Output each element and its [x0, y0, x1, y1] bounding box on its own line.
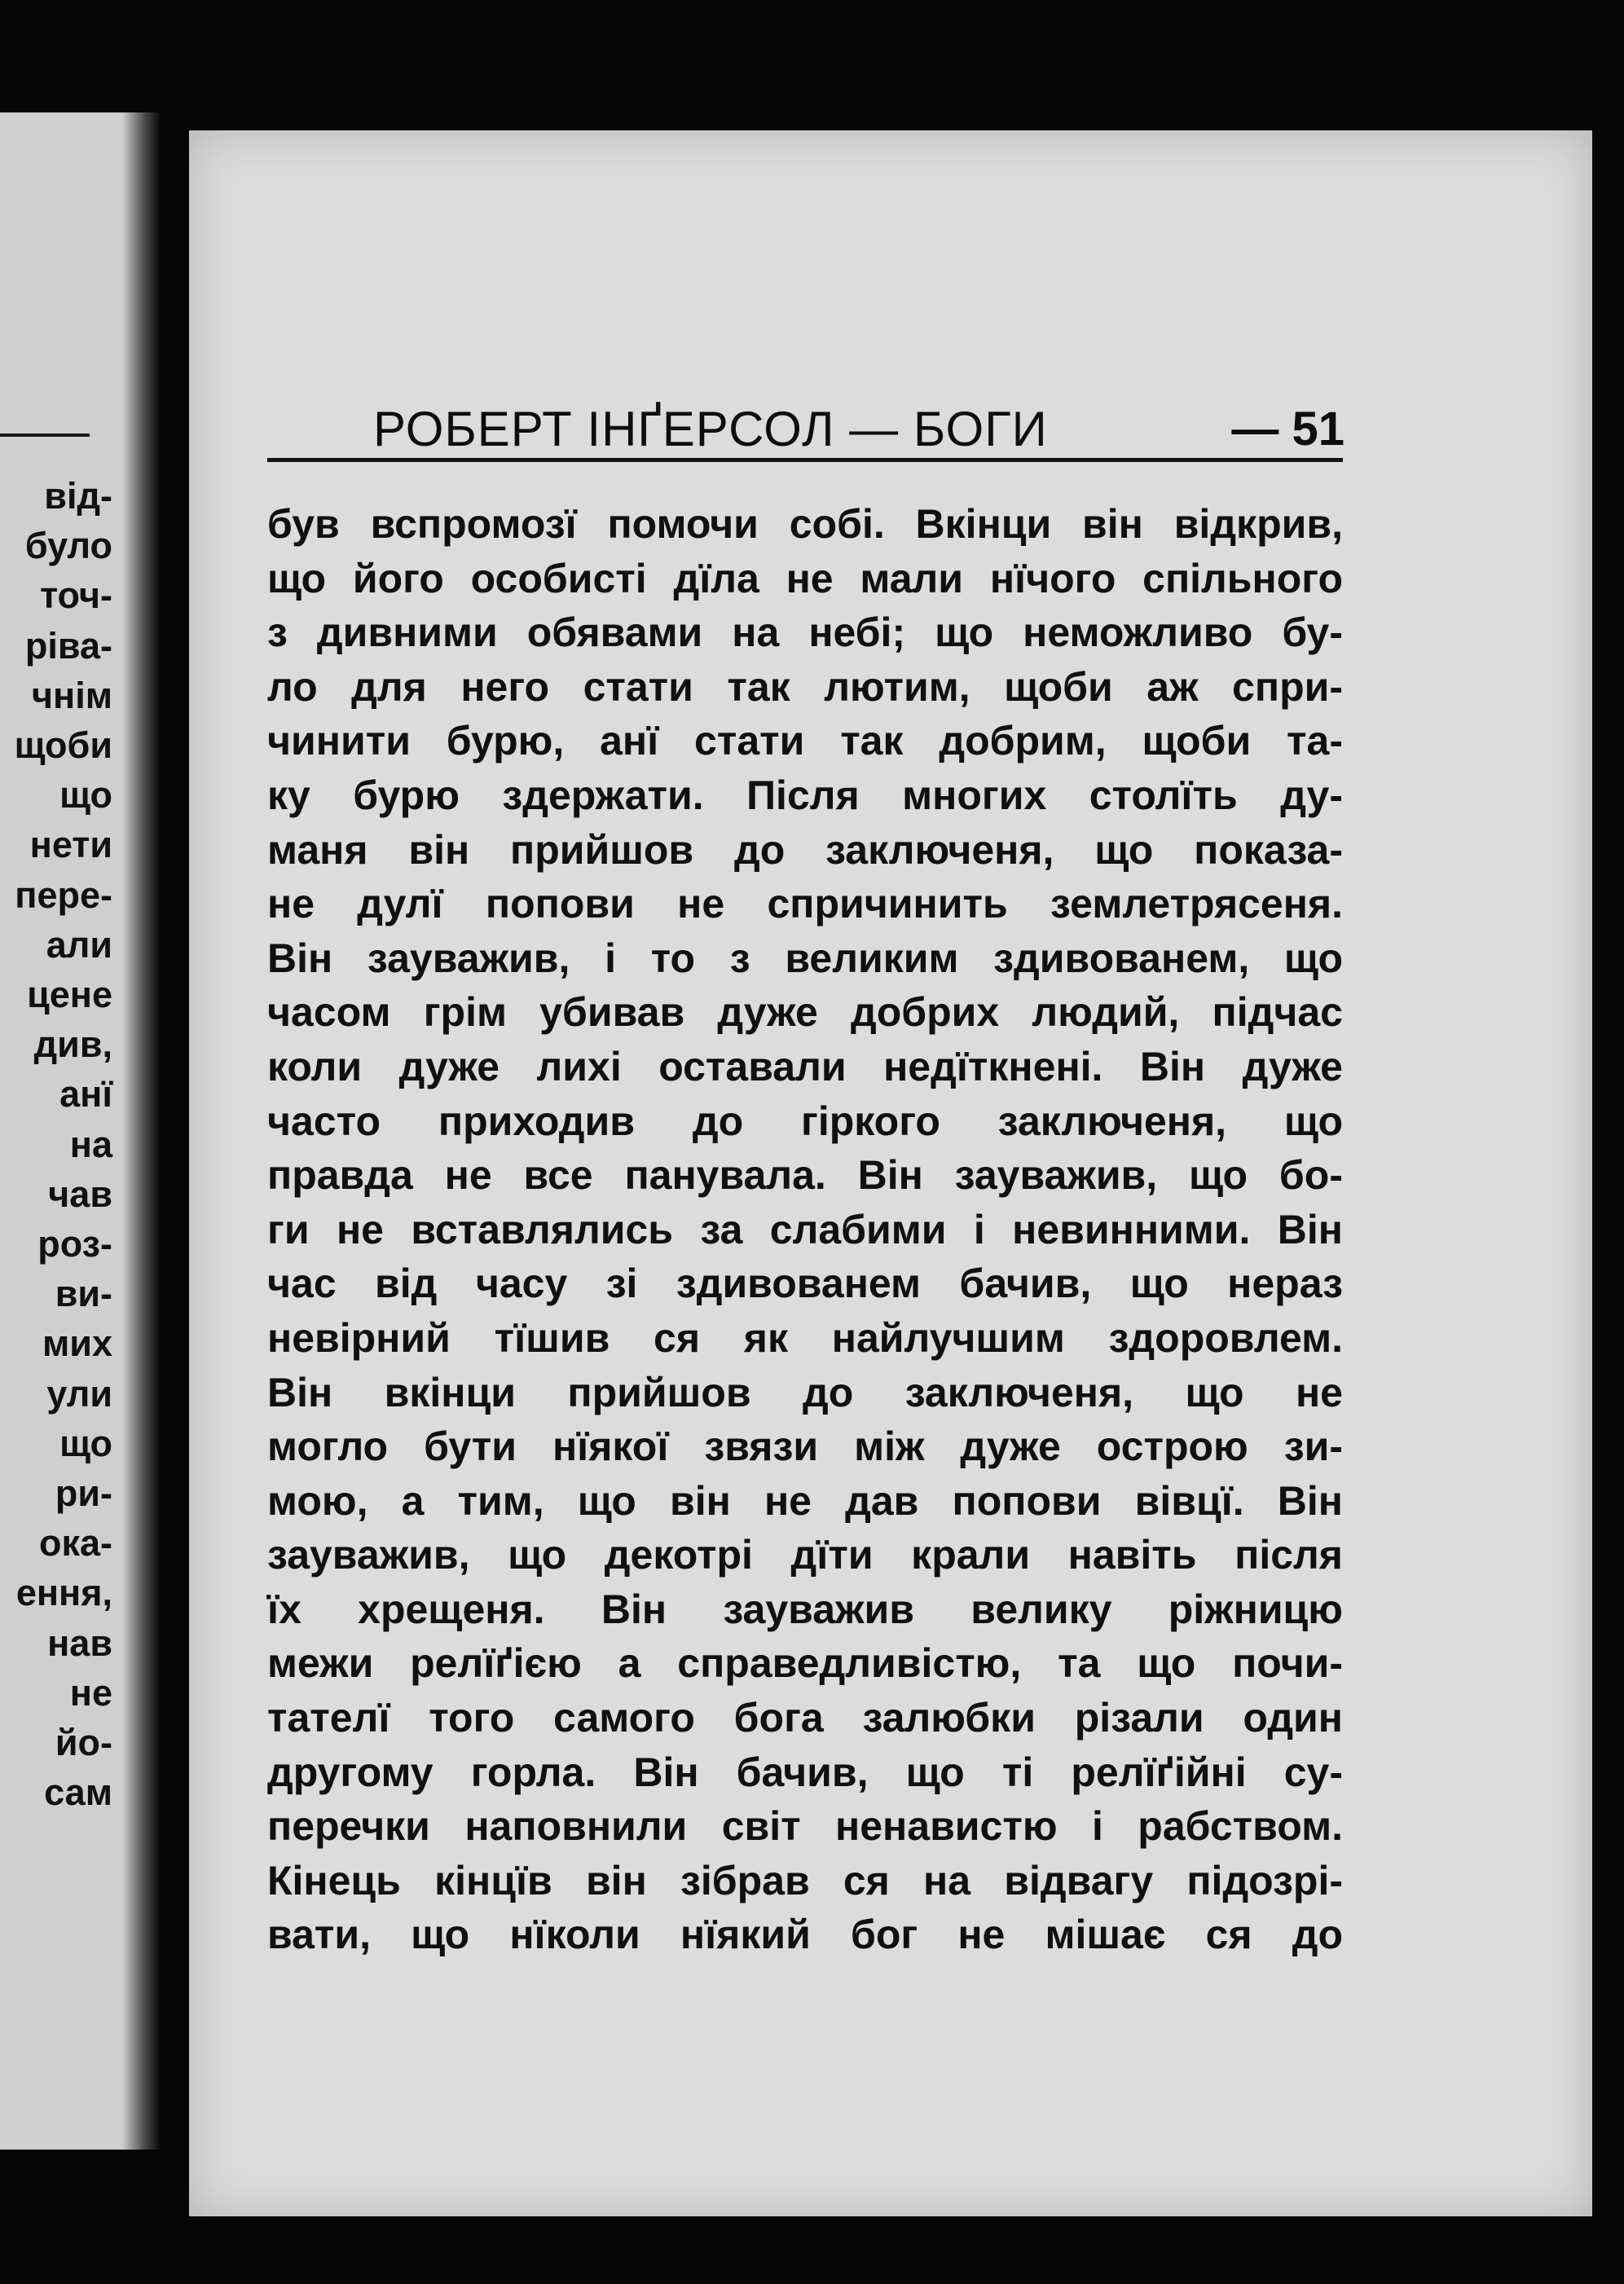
page-number: — 51 [1231, 403, 1345, 455]
text-line: чинити бурю, анї стати так добрим, щоби та- [267, 718, 1343, 764]
text-line: правда не все панувала. Він зауважив, що бо- [267, 1152, 1343, 1199]
gutter-shadow [122, 112, 160, 2150]
text-line: був вспромозї помочи собі. Вкінци він відкрив, [267, 501, 1343, 547]
facing-page-line: що [59, 774, 112, 816]
body-text [267, 497, 1343, 1962]
facing-page-line: ока- [38, 1522, 112, 1564]
text-line: часто приходив до гіркого заключеня, що [267, 1098, 1343, 1144]
facing-page-line: на [69, 1123, 112, 1165]
text-line: час від часу зі здивованем бачив, що нераз [267, 1261, 1343, 1307]
text-line: коли дуже лихі оставали недїткнені. Він дуже [267, 1043, 1343, 1089]
header-rule [267, 458, 1343, 462]
text-line: могло бути нїякої звязи між дуже острою зи- [267, 1424, 1343, 1470]
facing-page-line: щоби [14, 724, 112, 767]
facing-page-line: нети [29, 824, 112, 866]
text-line: межи релїґією а справедливістю, та що почи- [267, 1640, 1343, 1687]
text-line: Він вкінци прийшов до заключеня, що не [267, 1369, 1343, 1415]
text-line: їх хрещеня. Він зауважив велику ріжницю [267, 1586, 1343, 1632]
text-line: тателї того самого бога залюбки різали один [267, 1695, 1343, 1741]
facing-page-line: точ- [40, 574, 112, 617]
facing-page-line: було [24, 525, 112, 567]
text-line: мою, а тим, що він не дав попови вівцї. Він [267, 1477, 1343, 1524]
text-line: не дулї попови не спричинить землетрясеня. [267, 881, 1343, 927]
facing-page-line: али [46, 923, 112, 966]
facing-page-line: чнім [31, 674, 112, 716]
facing-page-line: не [69, 1671, 112, 1714]
text-line: зауважив, що декотрі дїти крали навіть після [267, 1532, 1343, 1578]
facing-page [0, 112, 140, 2150]
text-line: Він зауважив, і то з великим здивованем, що [267, 935, 1343, 981]
facing-page-line: мих [42, 1322, 112, 1365]
facing-page-line: пере- [15, 874, 112, 916]
facing-page-line: див, [33, 1023, 112, 1066]
text-line: вати, що нїколи нїякий бог не мішає ся до [267, 1912, 1343, 1958]
text-line: перечки наповнили світ ненавистю і рабством. [267, 1803, 1343, 1850]
text-line: невірний тїшив ся як найлучшим здоровлем. [267, 1314, 1343, 1361]
running-head-title: РОБЕРТ ІНҐЕРСОЛ — БОГИ [373, 402, 1048, 456]
facing-page-line: сам [44, 1771, 112, 1814]
book-page [189, 130, 1592, 2216]
facing-page-line: що [59, 1422, 112, 1464]
text-line: що його особисті дїла не мали нїчого спільного [267, 555, 1343, 601]
facing-page-text [15, 471, 112, 1817]
facing-page-line: роз- [37, 1223, 112, 1265]
facing-page-line: ення, [15, 1572, 112, 1614]
text-line: часом грім убивав дуже добрих людий, підчас [267, 989, 1343, 1036]
facing-page-line: ри- [55, 1472, 112, 1515]
text-line: ло для него стати так лютим, щоби аж спри- [267, 663, 1343, 710]
facing-page-line: анї [59, 1073, 112, 1116]
facing-page-line: чав [48, 1173, 112, 1215]
facing-page-line: йо- [55, 1722, 112, 1764]
text-line: з дивними обявами на небі; що неможливо бу- [267, 610, 1343, 656]
text-line: ку бурю здержати. Після многих столїть ду- [267, 772, 1343, 818]
facing-page-line: ули [46, 1372, 112, 1415]
facing-page-rule [0, 433, 90, 437]
facing-page-line: ви- [55, 1273, 112, 1315]
text-line: другому горла. Він бачив, що ті релїґійні су- [267, 1749, 1343, 1795]
facing-page-line: від- [44, 475, 112, 517]
facing-page-line: цене [27, 974, 112, 1016]
text-line: Кінець кінцїв він зібрав ся на відвагу підозрі- [267, 1857, 1343, 1903]
text-line: маня він прийшов до заключеня, що показа- [267, 826, 1343, 873]
facing-page-line: ріва- [24, 624, 112, 667]
facing-page-line: нав [47, 1622, 112, 1664]
text-line: ги не вставлялись за слабими і невинними. Він [267, 1206, 1343, 1252]
